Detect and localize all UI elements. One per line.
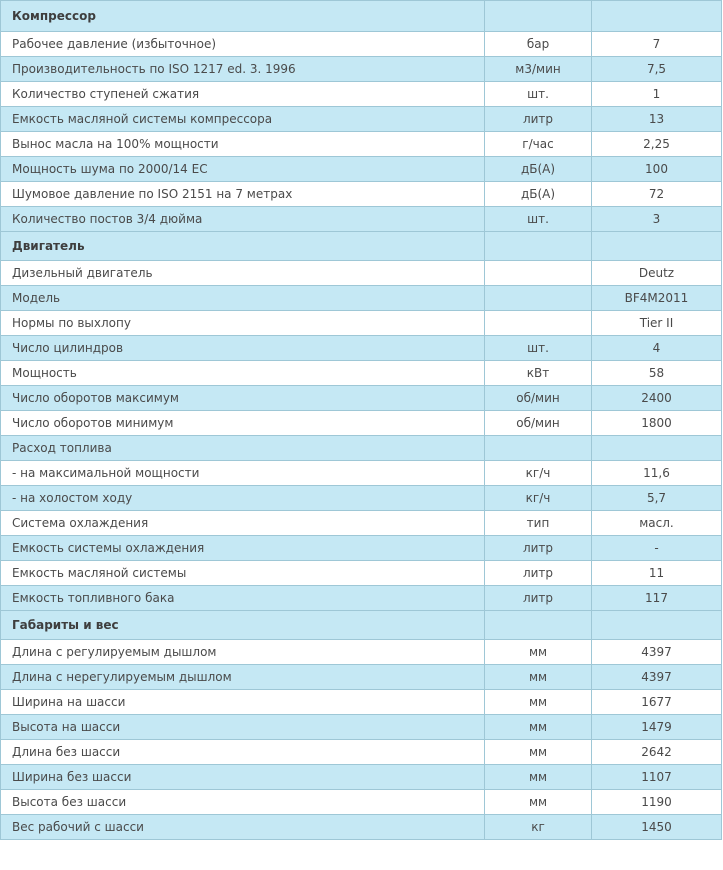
table-row: [1, 740, 722, 765]
parameter-label: Рабочее давление (избыточное): [1, 32, 485, 57]
table-row: [1, 132, 722, 157]
unit-cell: шт.: [485, 207, 592, 232]
table-row: [1, 511, 722, 536]
parameter-label: Ширина без шасси: [1, 765, 485, 790]
value-cell: 72: [592, 182, 722, 207]
table-row: [1, 261, 722, 286]
section-value-cell: [592, 232, 722, 261]
unit-cell: бар: [485, 32, 592, 57]
value-cell: 1: [592, 82, 722, 107]
value-cell: [592, 436, 722, 461]
value-cell: 13: [592, 107, 722, 132]
value-cell: 1800: [592, 411, 722, 436]
table-row: [1, 411, 722, 436]
table-row: [1, 790, 722, 815]
unit-cell: мм: [485, 640, 592, 665]
value-cell: 2642: [592, 740, 722, 765]
value-cell: 1479: [592, 715, 722, 740]
parameter-label: Количество ступеней сжатия: [1, 82, 485, 107]
parameter-label: Количество постов 3/4 дюйма: [1, 207, 485, 232]
parameter-label: Емкость масляной системы компрессора: [1, 107, 485, 132]
unit-cell: литр: [485, 536, 592, 561]
parameter-label: Емкость топливного бака: [1, 586, 485, 611]
parameter-label: - на максимальной мощности: [1, 461, 485, 486]
value-cell: 1677: [592, 690, 722, 715]
value-cell: 3: [592, 207, 722, 232]
parameter-label: Емкость системы охлаждения: [1, 536, 485, 561]
parameter-label: Высота на шасси: [1, 715, 485, 740]
parameter-label: Высота без шасси: [1, 790, 485, 815]
unit-cell: [485, 286, 592, 311]
parameter-label: Вынос масла на 100% мощности: [1, 132, 485, 157]
table-row: [1, 107, 722, 132]
parameter-label: Длина с нерегулируемым дышлом: [1, 665, 485, 690]
value-cell: масл.: [592, 511, 722, 536]
parameter-label: Производительность по ISO 1217 ed. 3. 1996: [1, 57, 485, 82]
unit-cell: мм: [485, 790, 592, 815]
table-row: [1, 311, 722, 336]
table-row: [1, 586, 722, 611]
section-unit-cell: [485, 1, 592, 32]
table-row: [1, 32, 722, 57]
parameter-label: Мощность шума по 2000/14 ЕС: [1, 157, 485, 182]
value-cell: Deutz: [592, 261, 722, 286]
value-cell: Tier II: [592, 311, 722, 336]
value-cell: 1450: [592, 815, 722, 840]
table-row: [1, 436, 722, 461]
section-title: Двигатель: [1, 232, 485, 261]
table-row: [1, 815, 722, 840]
unit-cell: [485, 311, 592, 336]
parameter-label: Дизельный двигатель: [1, 261, 485, 286]
unit-cell: [485, 261, 592, 286]
value-cell: 4: [592, 336, 722, 361]
parameter-label: Длина с регулируемым дышлом: [1, 640, 485, 665]
table-row: [1, 765, 722, 790]
section-unit-cell: [485, 232, 592, 261]
unit-cell: литр: [485, 107, 592, 132]
unit-cell: литр: [485, 561, 592, 586]
table-row: [1, 536, 722, 561]
value-cell: 7,5: [592, 57, 722, 82]
unit-cell: тип: [485, 511, 592, 536]
value-cell: BF4M2011: [592, 286, 722, 311]
table-row: [1, 486, 722, 511]
table-row: [1, 286, 722, 311]
value-cell: 5,7: [592, 486, 722, 511]
value-cell: 11,6: [592, 461, 722, 486]
unit-cell: дБ(А): [485, 157, 592, 182]
table-row: [1, 561, 722, 586]
parameter-label: Число оборотов максимум: [1, 386, 485, 411]
section-header: [1, 1, 722, 32]
parameter-label: Система охлаждения: [1, 511, 485, 536]
table-row: [1, 386, 722, 411]
parameter-label: Модель: [1, 286, 485, 311]
parameter-label: Нормы по выхлопу: [1, 311, 485, 336]
table-row: [1, 57, 722, 82]
unit-cell: м3/мин: [485, 57, 592, 82]
value-cell: 4397: [592, 640, 722, 665]
unit-cell: г/час: [485, 132, 592, 157]
value-cell: 4397: [592, 665, 722, 690]
unit-cell: шт.: [485, 336, 592, 361]
table-row: [1, 82, 722, 107]
section-value-cell: [592, 611, 722, 640]
parameter-label: Вес рабочий с шасси: [1, 815, 485, 840]
table-row: [1, 336, 722, 361]
parameter-label: Длина без шасси: [1, 740, 485, 765]
value-cell: 1190: [592, 790, 722, 815]
value-cell: 117: [592, 586, 722, 611]
table-row: [1, 715, 722, 740]
value-cell: 100: [592, 157, 722, 182]
unit-cell: кВт: [485, 361, 592, 386]
section-unit-cell: [485, 611, 592, 640]
unit-cell: дБ(А): [485, 182, 592, 207]
parameter-label: Емкость масляной системы: [1, 561, 485, 586]
unit-cell: [485, 436, 592, 461]
value-cell: 2,25: [592, 132, 722, 157]
unit-cell: кг/ч: [485, 461, 592, 486]
section-header: [1, 611, 722, 640]
parameter-label: Шумовое давление по ISO 2151 на 7 метрах: [1, 182, 485, 207]
table-row: [1, 690, 722, 715]
value-cell: 7: [592, 32, 722, 57]
unit-cell: мм: [485, 690, 592, 715]
unit-cell: об/мин: [485, 411, 592, 436]
unit-cell: кг: [485, 815, 592, 840]
parameter-label: Число оборотов минимум: [1, 411, 485, 436]
specifications-table-body: [1, 1, 722, 840]
unit-cell: мм: [485, 740, 592, 765]
parameter-label: Расход топлива: [1, 436, 485, 461]
table-row: [1, 461, 722, 486]
table-row: [1, 640, 722, 665]
value-cell: 1107: [592, 765, 722, 790]
parameter-label: Мощность: [1, 361, 485, 386]
value-cell: 2400: [592, 386, 722, 411]
value-cell: 11: [592, 561, 722, 586]
section-title: Габариты и вес: [1, 611, 485, 640]
unit-cell: шт.: [485, 82, 592, 107]
value-cell: -: [592, 536, 722, 561]
value-cell: 58: [592, 361, 722, 386]
table-row: [1, 361, 722, 386]
unit-cell: литр: [485, 586, 592, 611]
table-row: [1, 157, 722, 182]
parameter-label: Ширина на шасси: [1, 690, 485, 715]
table-row: [1, 665, 722, 690]
unit-cell: мм: [485, 665, 592, 690]
parameter-label: Число цилиндров: [1, 336, 485, 361]
section-value-cell: [592, 1, 722, 32]
unit-cell: мм: [485, 765, 592, 790]
unit-cell: об/мин: [485, 386, 592, 411]
unit-cell: мм: [485, 715, 592, 740]
section-header: [1, 232, 722, 261]
parameter-label: - на холостом ходу: [1, 486, 485, 511]
section-title: Компрессор: [1, 1, 485, 32]
table-row: [1, 207, 722, 232]
unit-cell: кг/ч: [485, 486, 592, 511]
table-row: [1, 182, 722, 207]
